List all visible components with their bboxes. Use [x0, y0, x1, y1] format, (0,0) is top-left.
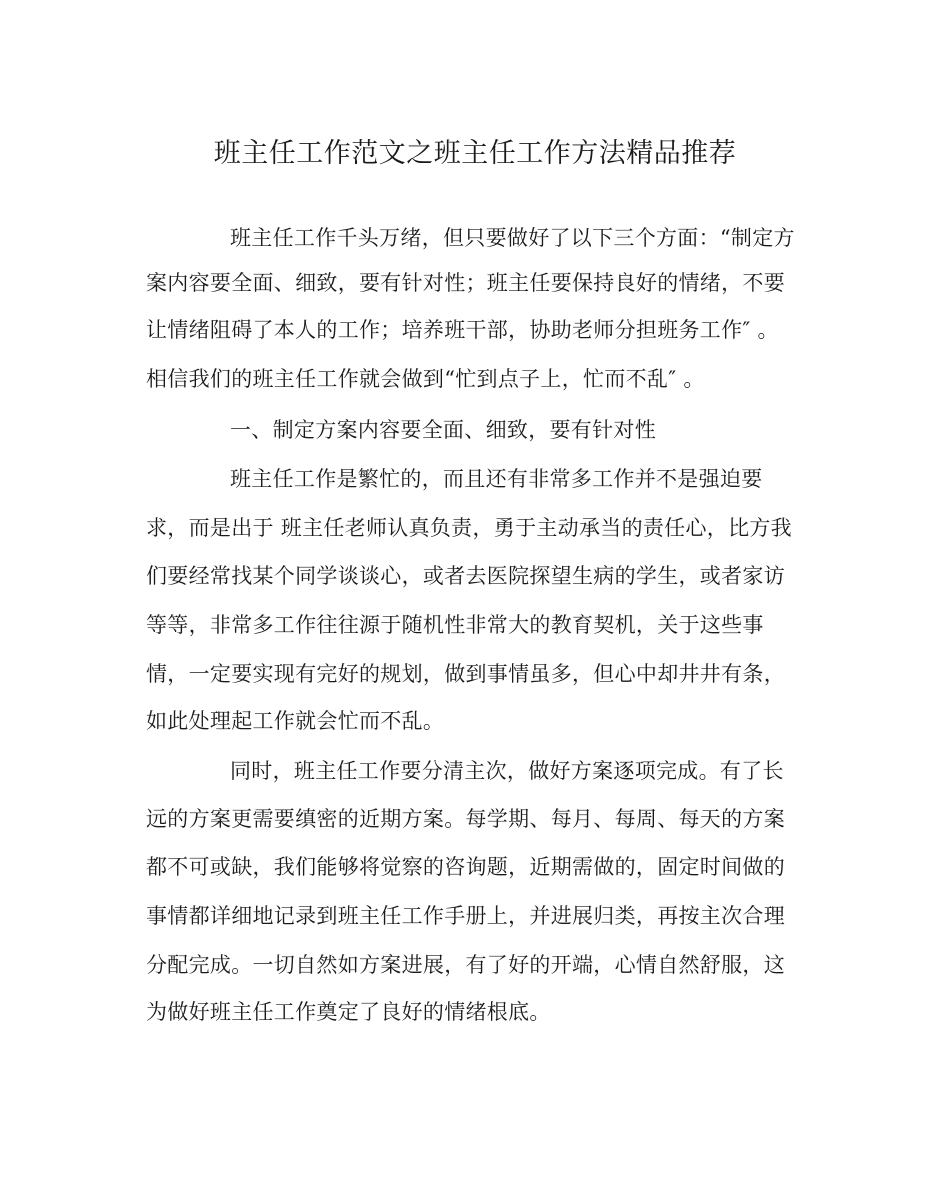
paragraph-line: 事情都详细地记录到班主任工作手册上，并进展归类，再按主次合理 [146, 904, 785, 928]
paragraph-line: 班主任工作是繁忙的，而且还有非常多工作并不是强迫要 [230, 467, 763, 491]
paragraph-line: 情，一定要实现有完好的规划，做到事情虽多，但心中却井井有条， [146, 662, 785, 686]
section-heading: 一、制定方案内容要全面、细致，要有针对性 [230, 418, 656, 442]
paragraph-line: 如此处理起工作就会忙而不乱。 [146, 709, 445, 733]
paragraph-line: 案内容要全面、细致，要有针对性；班主任要保持良好的情绪，不要 [146, 271, 785, 295]
paragraph-line: 班主任工作千头万绪，但只要做好了以下三个方面：“制定方 [230, 226, 795, 250]
paragraph-line: 们要经常找某个同学谈谈心，或者去医院探望生病的学生，或者家访 [146, 564, 785, 588]
paragraph-line: 等等，非常多工作往往源于随机性非常大的教育契机，关于这些事 [146, 613, 764, 637]
paragraph-line: 相信我们的班主任工作就会做到“忙到点子上，忙而不乱″ 。 [146, 367, 705, 391]
paragraph-line: 远的方案更需要缜密的近期方案。每学期、每月、每周、每天的方案 [146, 807, 785, 831]
paragraph-line: 为做好班主任工作奠定了良好的情绪根底。 [146, 1000, 551, 1024]
paragraph-line: 让情绪阻碍了本人的工作；培养班干部，协助老师分担班务工作″ 。 [146, 318, 779, 342]
paragraph-line: 求，而是出于 班主任老师认真负责，勇于主动承当的责任心，比方我 [146, 516, 792, 540]
paragraph-line: 都不可或缺，我们能够将觉察的咨询题，近期需做的，固定时间做的 [146, 855, 785, 879]
paragraph-line: 同时，班主任工作要分清主次，做好方案逐项完成。有了长 [230, 759, 784, 783]
document-title: 班主任工作范文之班主任工作方法精品推荐 [213, 138, 737, 169]
paragraph-line: 分配完成。一切自然如方案进展，有了好的开端，心情自然舒服，这 [146, 953, 785, 977]
